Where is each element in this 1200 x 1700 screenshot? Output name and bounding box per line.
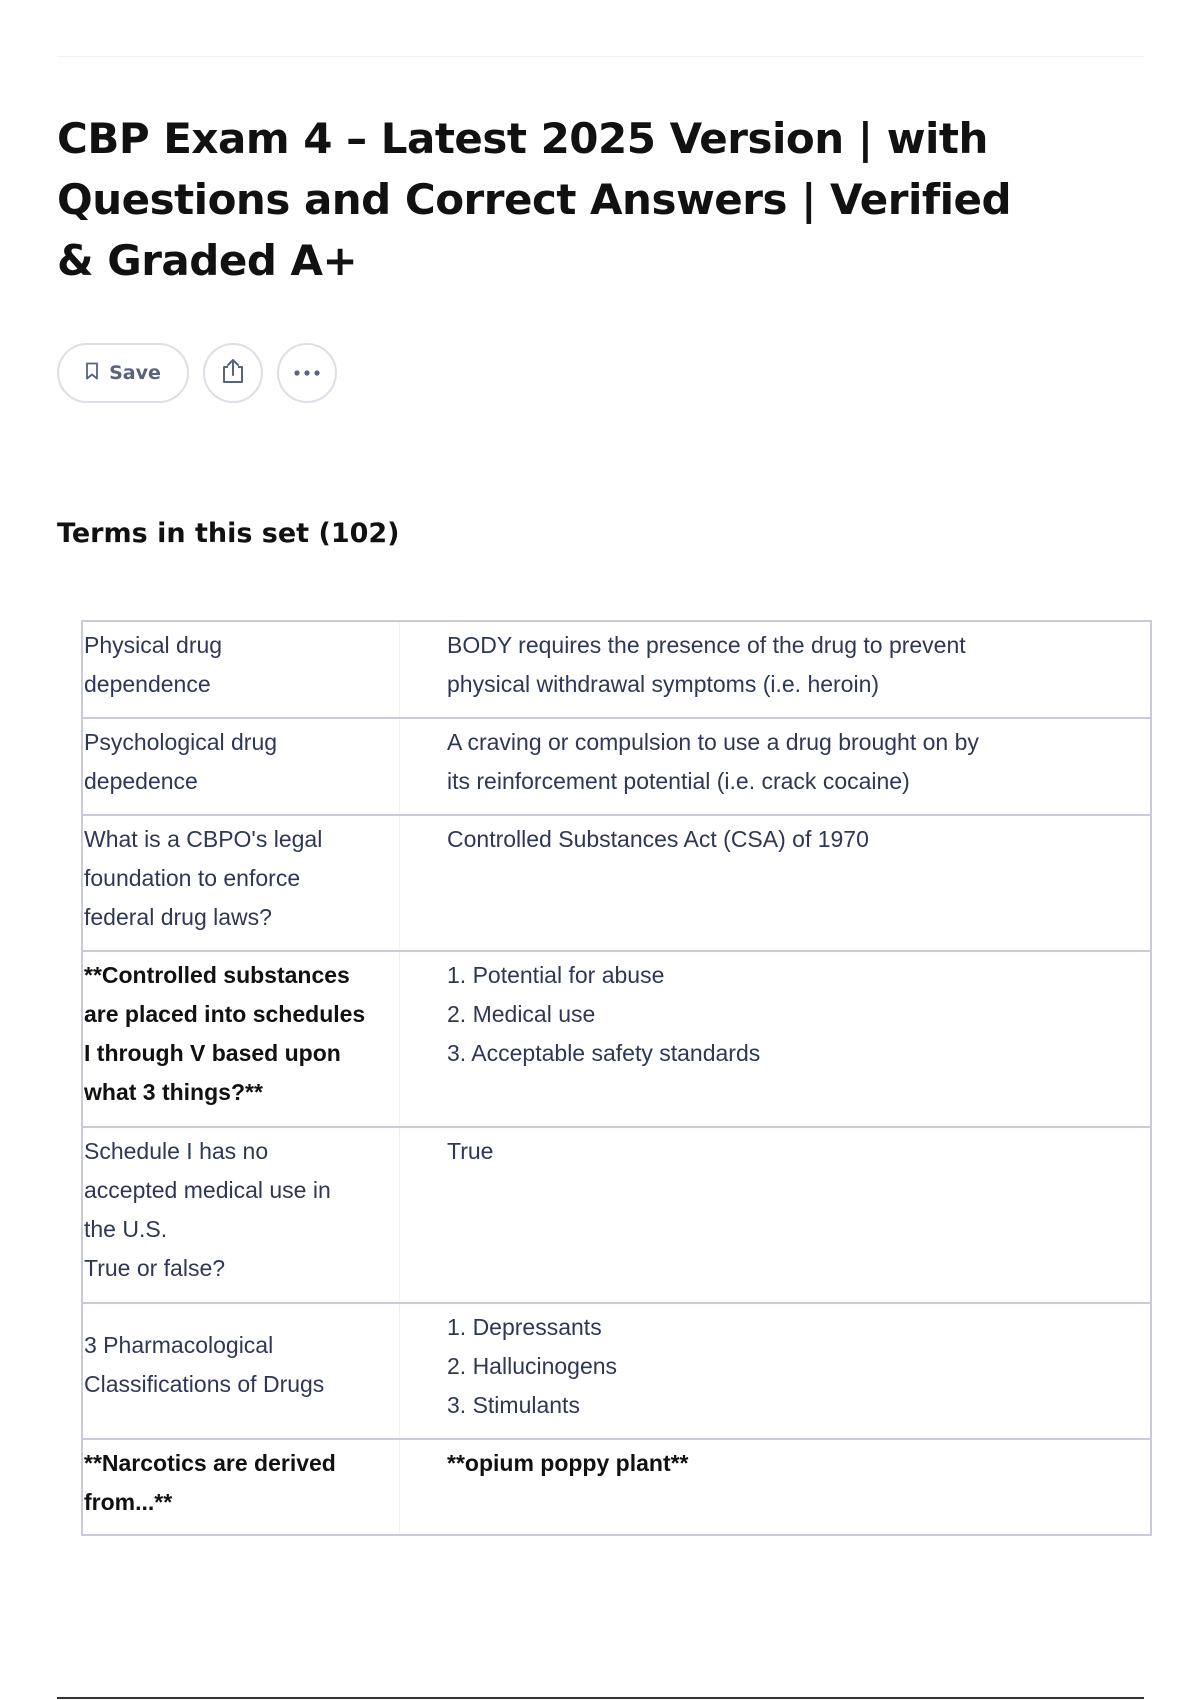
- share-button[interactable]: [203, 343, 263, 403]
- term-text: Schedule I has no accepted medical use in the U.S. True or false?: [83, 1128, 400, 1302]
- term-text: **Controlled substances are placed into schedules I through V based upon what 3 things?**: [83, 952, 400, 1126]
- definition-text: **opium poppy plant**: [447, 1450, 689, 1476]
- more-options-button[interactable]: [277, 343, 337, 403]
- term-card: [81, 717, 1152, 816]
- more-horizontal-icon: [293, 364, 321, 382]
- definition-text: BODY requires the presence of the drug to prevent physical withdrawal symptoms (i.e. heroin): [447, 632, 966, 697]
- definition-text: Controlled Substances Act (CSA) of 1970: [447, 826, 869, 852]
- term-card: [81, 1126, 1152, 1304]
- term-card: [81, 1302, 1152, 1440]
- definition-text: A craving or compulsion to use a drug brought on by its reinforcement potential (i.e. crack cocaine): [447, 729, 979, 794]
- save-button-label: Save: [109, 362, 161, 384]
- save-button[interactable]: [57, 343, 189, 403]
- term-text: What is a CBPO's legal foundation to enforce federal drug laws?: [83, 816, 400, 950]
- bookmark-icon: [85, 362, 99, 385]
- bottom-divider: [57, 1697, 1144, 1699]
- page-title: CBP Exam 4 – Latest 2025 Version | with Questions and Correct Answers | Verified & Graded A+: [57, 114, 1012, 285]
- term-text: Physical drug dependence: [83, 622, 400, 717]
- definition-text: 1. Depressants 2. Hallucinogens 3. Stimulants: [447, 1314, 618, 1418]
- term-text: 3 Pharmacological Classifications of Drugs: [83, 1304, 400, 1438]
- top-divider: [57, 56, 1144, 57]
- definition-text: 1. Potential for abuse 2. Medical use 3. Acceptable safety standards: [447, 962, 761, 1066]
- term-text: Psychological drug depedence: [83, 719, 400, 814]
- terms-list: [81, 620, 1152, 1536]
- share-icon: [220, 357, 246, 390]
- term-card: [81, 620, 1152, 719]
- action-bar: [57, 343, 337, 403]
- terms-heading: Terms in this set (102): [57, 518, 400, 549]
- term-card: [81, 1438, 1152, 1536]
- term-card: [81, 950, 1152, 1128]
- definition-text: True: [447, 1138, 494, 1164]
- term-card: [81, 814, 1152, 952]
- term-text: **Narcotics are derived from...**: [83, 1440, 400, 1534]
